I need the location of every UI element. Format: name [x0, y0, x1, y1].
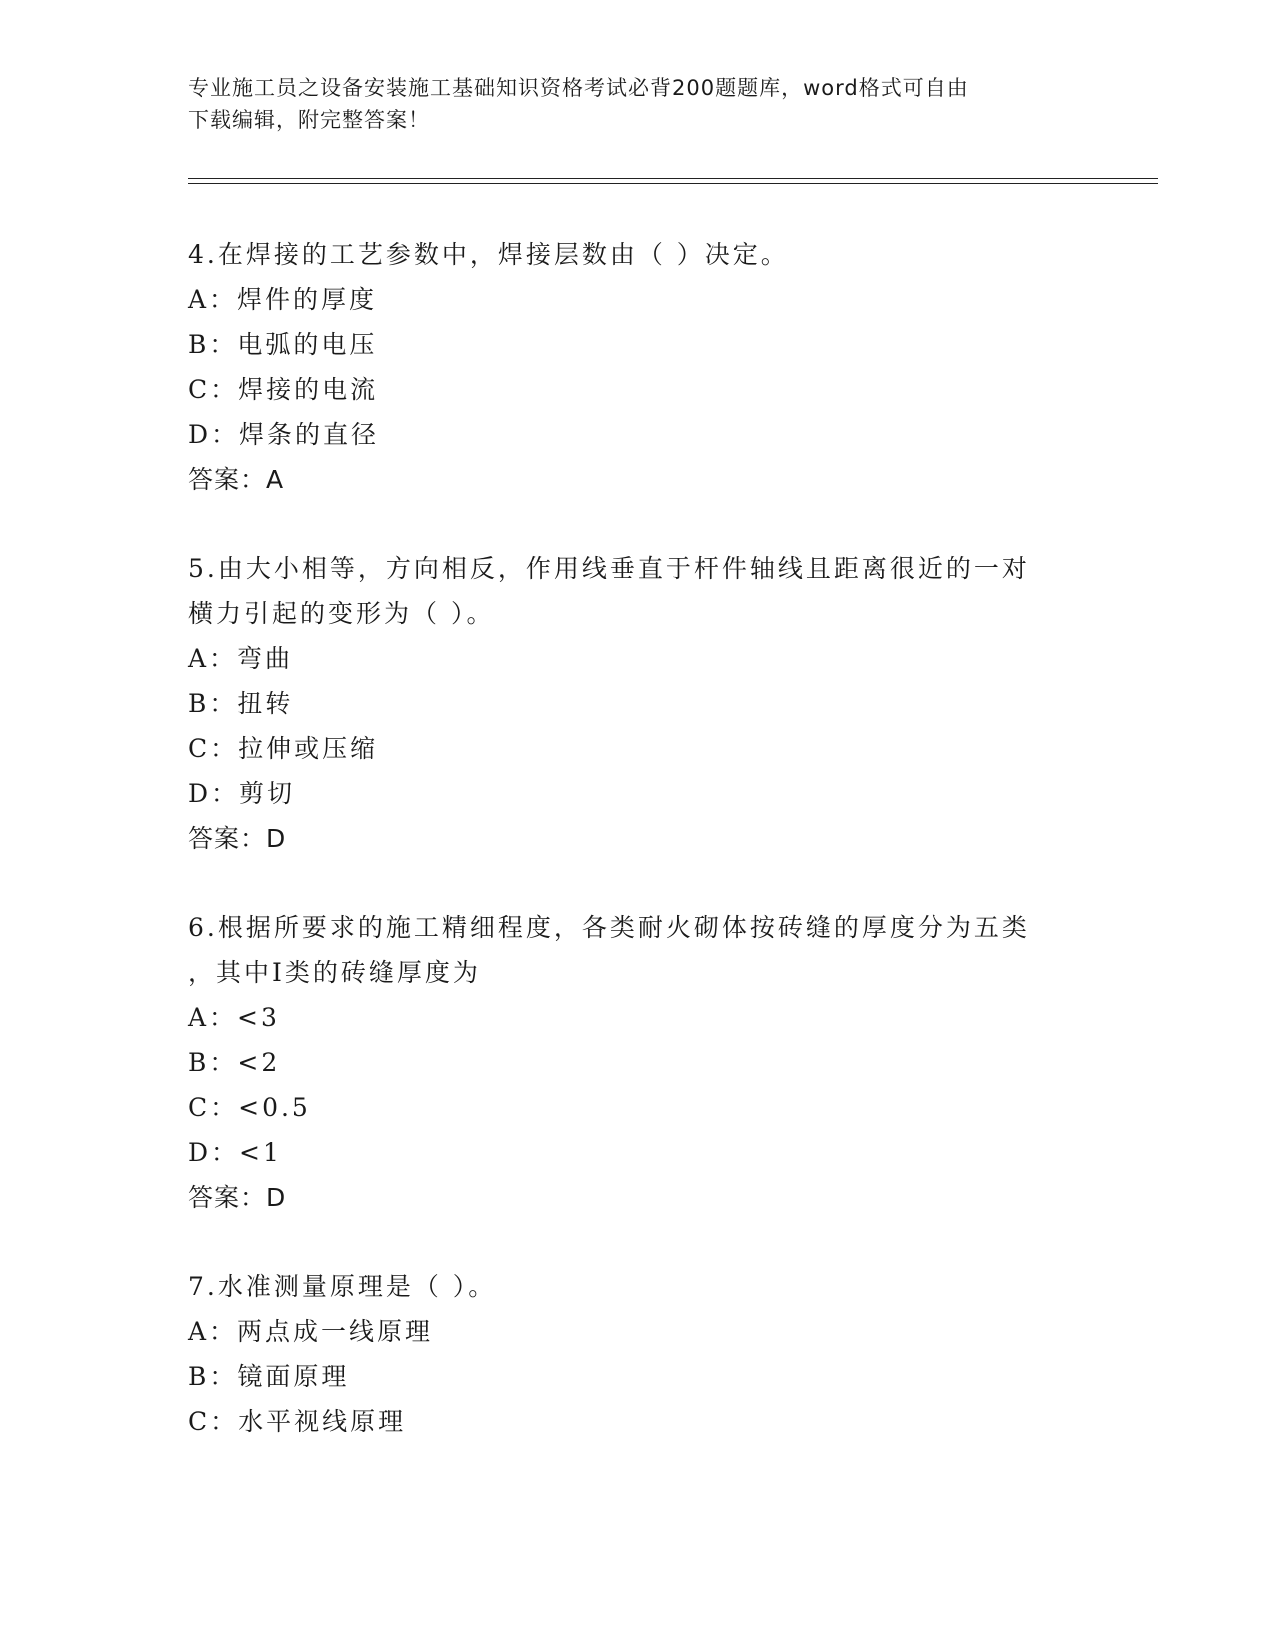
question-text-line: 6.根据所要求的施工精细程度，各类耐火砌体按砖缝的厚度分为五类: [188, 913, 1030, 942]
question-text-line: 5.由大小相等，方向相反，作用线垂直于杆件轴线且距离很近的一对: [188, 554, 1030, 583]
option-b: B：扭转: [188, 689, 294, 718]
option-c: C：焊接的电流: [188, 375, 379, 404]
option-c: C：拉伸或压缩: [188, 734, 379, 763]
question-text: [188, 1264, 1088, 1309]
option-d: D：<1: [188, 1138, 282, 1167]
answer-label: 答案：D: [188, 824, 287, 853]
option-b: B：电弧的电压: [188, 330, 378, 359]
question-text-line: 4.在焊接的工艺参数中，焊接层数由（ ）决定。: [188, 240, 789, 269]
question-text: [188, 905, 1088, 995]
question-6: [188, 905, 1088, 1220]
question-text-line: 7.水准测量原理是（ ）。: [188, 1272, 497, 1301]
question-text-line: ，其中I类的砖缝厚度为: [188, 958, 481, 987]
question-4: [188, 232, 1088, 502]
header-double-rule: [188, 178, 1158, 184]
document-header: [188, 72, 1068, 136]
option-d: D：焊条的直径: [188, 420, 380, 449]
question-5: [188, 546, 1088, 861]
option-c: C：<0.5: [188, 1093, 311, 1122]
question-7: [188, 1264, 1088, 1444]
question-text: [188, 546, 1088, 636]
option-a: A：焊件的厚度: [188, 285, 378, 314]
question-text-line: 横力引起的变形为（ ）。: [188, 599, 495, 628]
option-a: A：<3: [188, 1003, 280, 1032]
option-a: A：两点成一线原理: [188, 1317, 434, 1346]
answer-label: 答案：D: [188, 1183, 287, 1212]
option-c: C：水平视线原理: [188, 1407, 407, 1436]
answer-label: 答案：A: [188, 465, 285, 494]
option-d: D：剪切: [188, 779, 296, 808]
header-line-2: 下载编辑，附完整答案！: [188, 108, 430, 132]
option-b: B：镜面原理: [188, 1362, 350, 1391]
question-text: [188, 232, 1088, 277]
header-line-1: 专业施工员之设备安装施工基础知识资格考试必背200题题库，word格式可自由: [188, 76, 969, 100]
option-b: B：<2: [188, 1048, 281, 1077]
option-a: A：弯曲: [188, 644, 294, 673]
question-list: [188, 232, 1088, 1488]
